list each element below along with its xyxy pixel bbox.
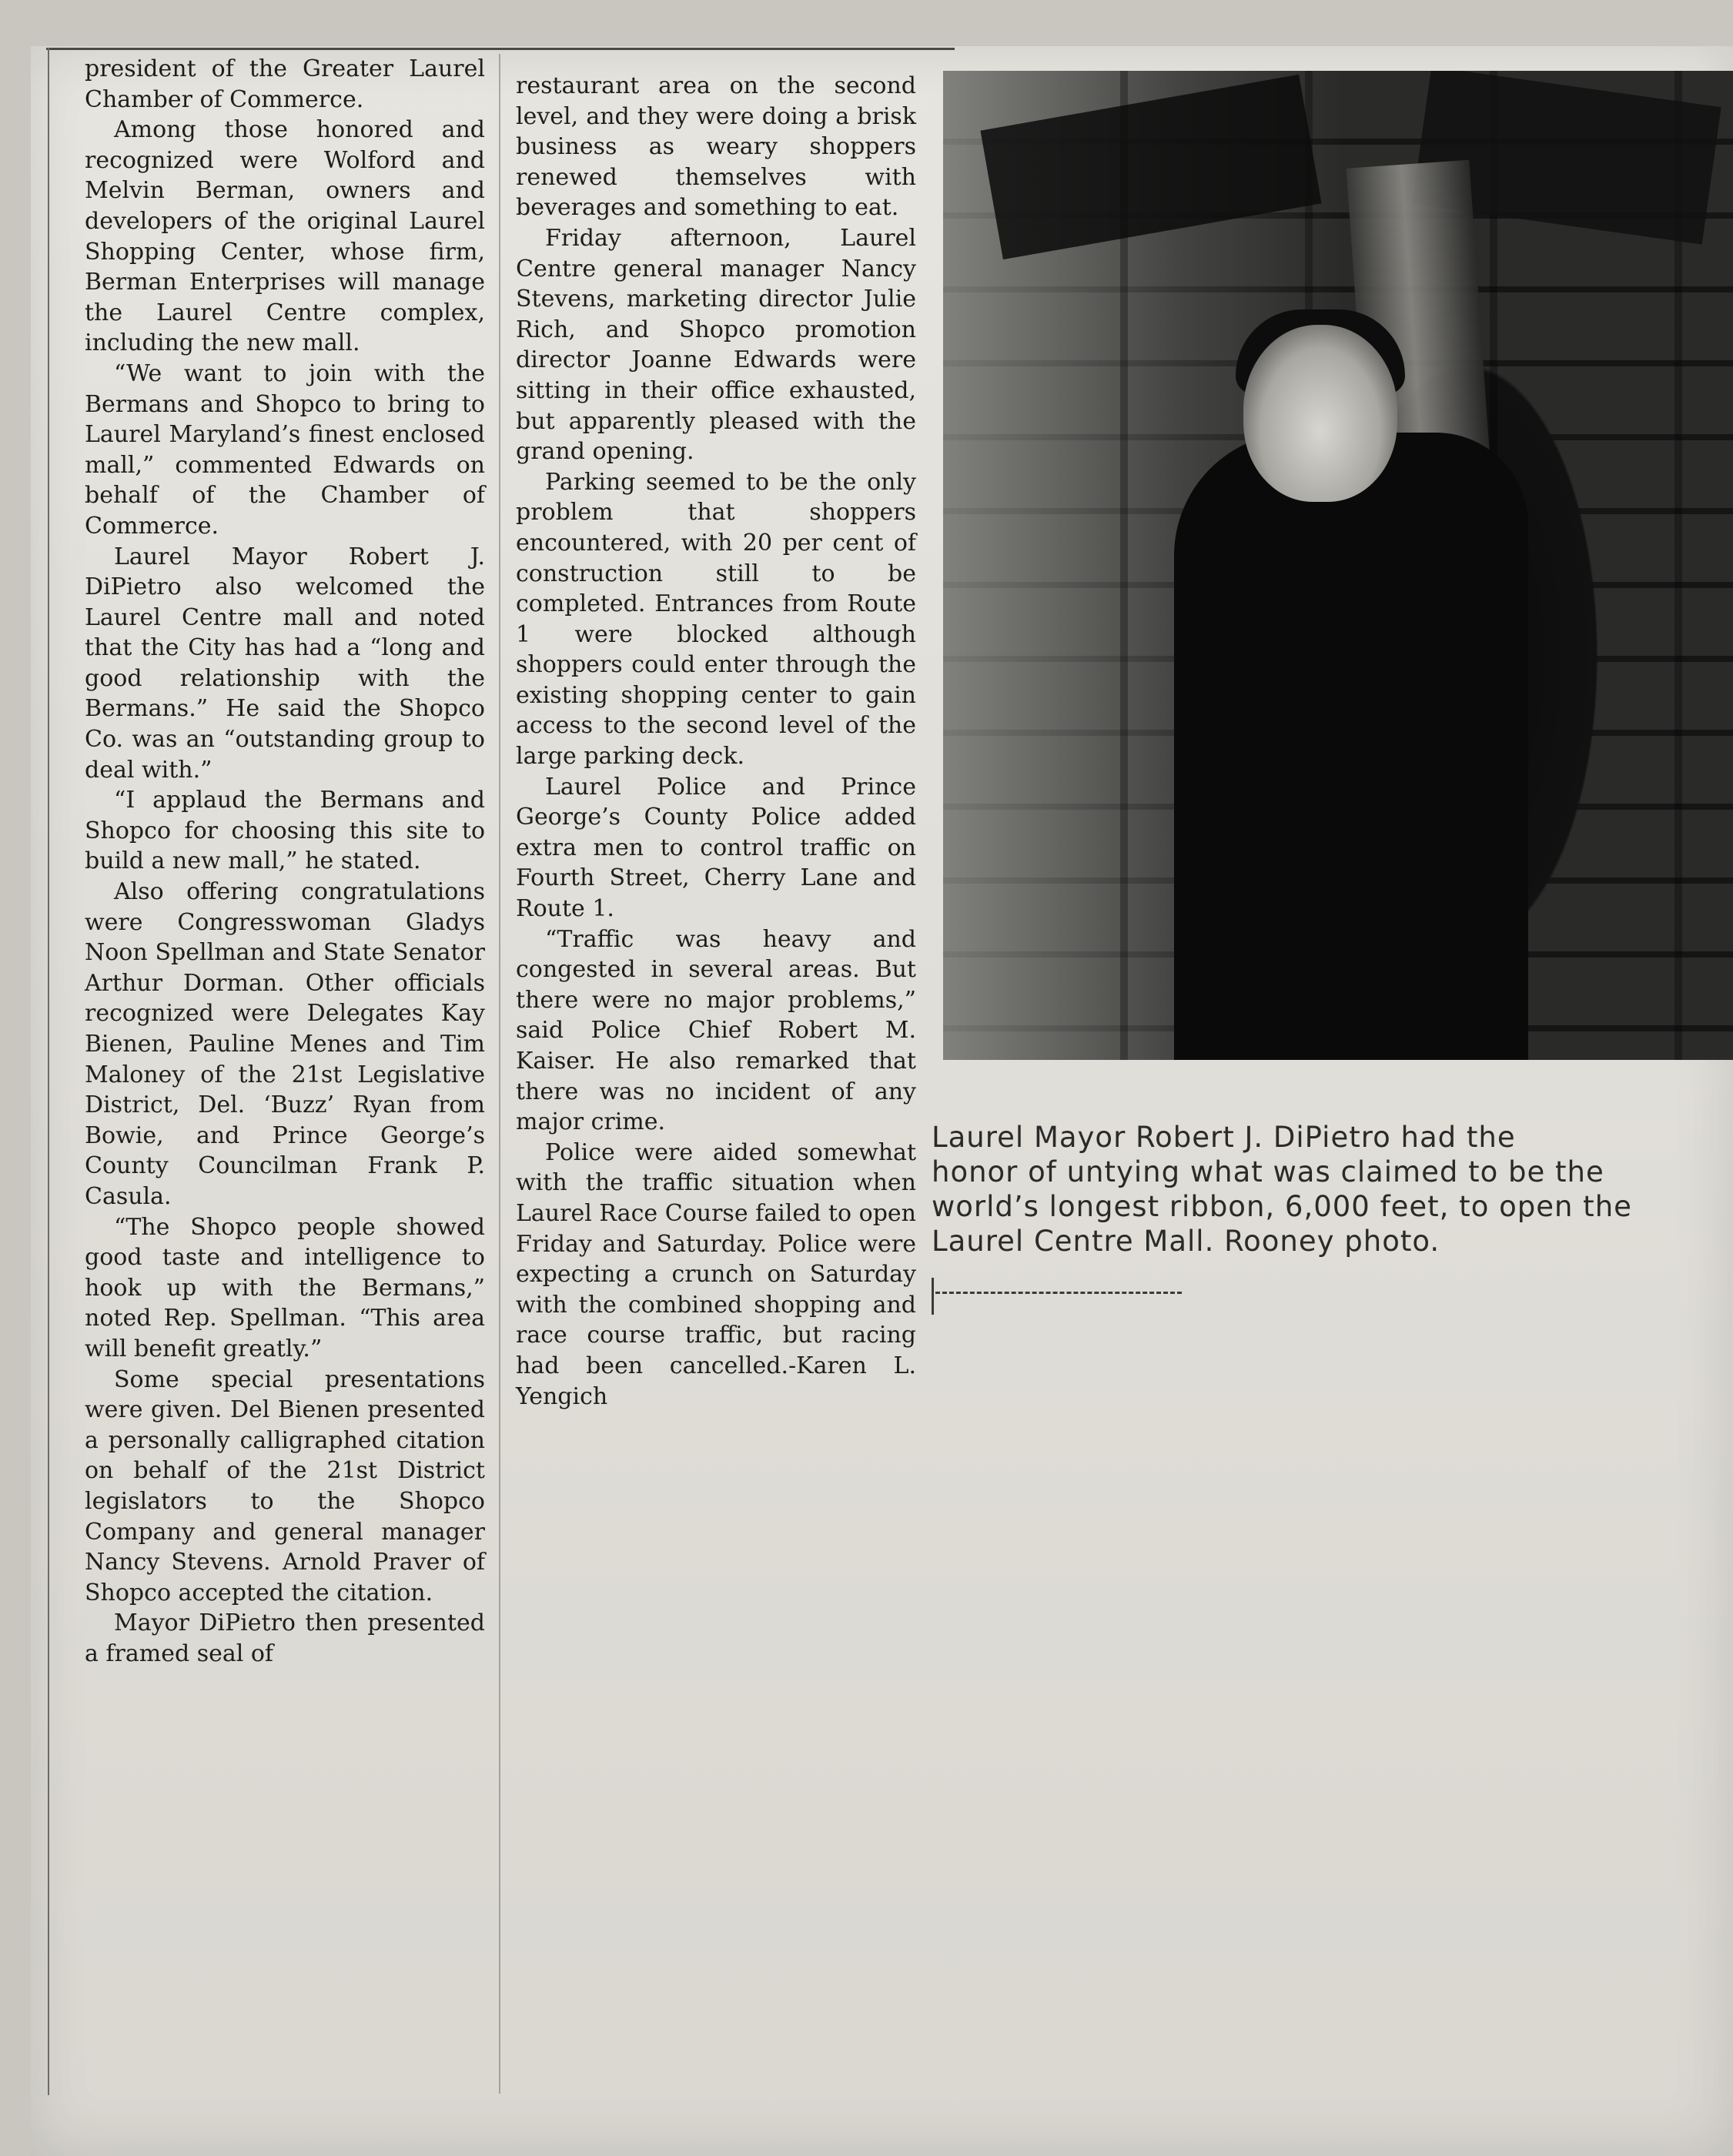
caption-rule (935, 1292, 1182, 1314)
paragraph: Laurel Police and Prince George’s County Police added extra men to control traffic on Fourth Street, Cherry Lane and Route 1. (516, 773, 916, 923)
left-column-rule (48, 48, 49, 2095)
caption-rule-tick (932, 1278, 934, 1315)
paragraph: restaurant area on the second level, and they were doing a brisk business as weary shoppers renewed themselves with beverages and something to eat. (516, 72, 916, 222)
paragraph: “We want to join with the Bermans and Shopco to bring to Laurel Maryland’s finest enclosed mall,” commented Edwards on behalf of the Chamber of Commerce. (85, 359, 485, 540)
paragraph: Also offering congratulations were Congresswoman Gladys Noon Spellman and State Senator Arthur Dorman. Other officials recognized were Delegates Kay Bienen, Pauline Menes and Tim Maloney of the 21st Legislative District, Del. ‘Buzz’ Ryan from Bowie, and Prince George’s County Councilman Frank P. Casula. (85, 878, 485, 1210)
caption-line: Laurel Mayor Robert J. DiPietro had the (932, 1121, 1516, 1154)
caption-line: Laurel Centre Mall. Rooney photo. (932, 1225, 1440, 1258)
paragraph: “The Shopco people showed good taste and intelligence to hook up with the Bermans,” noted Rep. Spellman. “This area will benefit greatly.” (85, 1213, 485, 1362)
caption-line: honor of untying what was claimed to be the (932, 1155, 1604, 1188)
paragraph: Among those honored and recognized were Wolford and Melvin Berman, owners and developers of the original Laurel Shopping Center, whose firm, Berman Enterprises will manage the Laurel Centre complex, including the new mall. (85, 116, 485, 357)
gutter-rule (499, 54, 500, 2094)
article-column-1 (85, 54, 485, 1669)
paragraph: Some special presentations were given. Del Bienen presented a personally calligraphed citation on behalf of the 21st District legislators to the Shopco Company and general manager Nancy Stevens. Arnold Praver of Shopco accepted the citation. (85, 1365, 485, 1606)
paragraph: “Traffic was heavy and congested in several areas. But there were no major problems,” said Police Chief Robert M. Kaiser. He also remarked that there was no incident of any major crime. (516, 925, 916, 1136)
paragraph: “I applaud the Bermans and Shopco for choosing this site to build a new mall,” he stated. (85, 787, 485, 875)
paragraph: Laurel Mayor Robert J. DiPietro also welcomed the Laurel Centre mall and noted that the City has had a “long and good relationship with the Bermans.” He said the Shopco Co. was an “outstanding group to deal with.” (85, 543, 485, 784)
photo-caption (932, 1120, 1733, 1259)
caption-line: world’s longest ribbon, 6,000 feet, to open the (932, 1190, 1632, 1223)
paragraph: Friday afternoon, Laurel Centre general manager Nancy Stevens, marketing director Julie Rich, and Shopco promotion director Joanne Edwards were sitting in their office exhausted, but apparently pleased with the grand opening. (516, 224, 916, 466)
man-figure (1174, 433, 1528, 1060)
paragraph: president of the Greater Laurel Chamber of Commerce. (85, 55, 485, 113)
article-column-2 (516, 71, 916, 1412)
top-rule (46, 48, 955, 50)
paragraph: Mayor DiPietro then presented a framed seal of (85, 1609, 485, 1667)
man-face (1243, 325, 1397, 502)
photo-mayor-ribbon (943, 71, 1733, 1060)
paragraph: Parking seemed to be the only problem that shoppers encountered, with 20 per cent of construction still to be completed. Entrances from Route 1 were blocked although shoppers could enter through the existing shopping center to gain access to the second level of the large parking deck. (516, 468, 916, 770)
paragraph: Police were aided somewhat with the traffic situation when Laurel Race Course failed to open Friday and Saturday. Police were expecting a crunch on Saturday with the combined shopping and race course traffic, but racing had been cancelled.-Karen L. Yengich (516, 1138, 916, 1410)
